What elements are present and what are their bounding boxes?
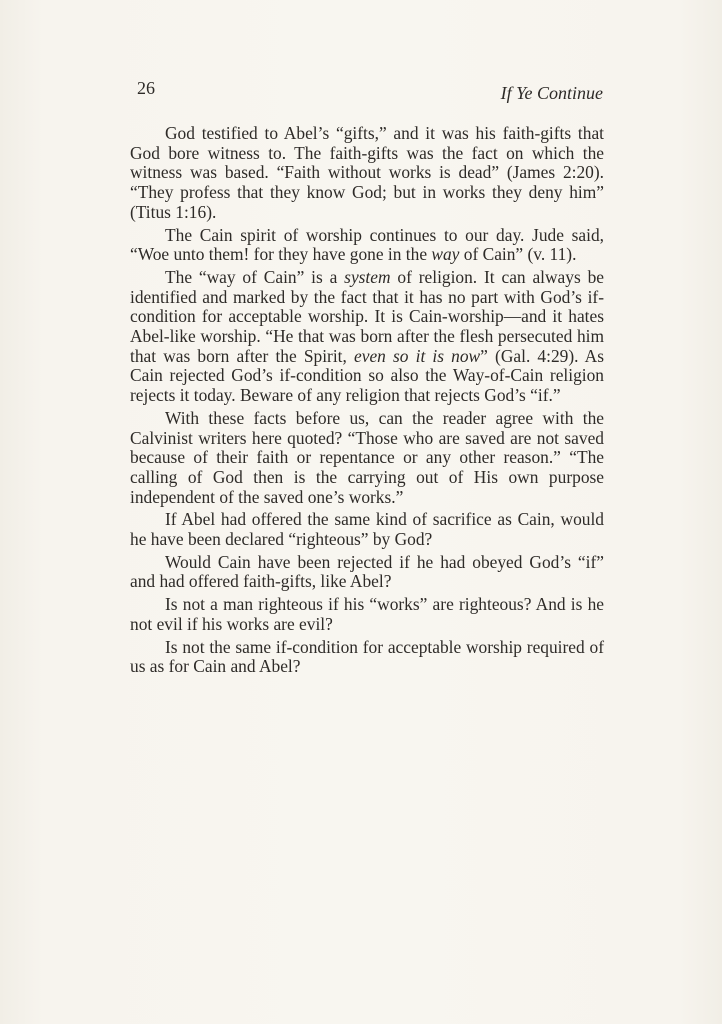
- paragraph: God testified to Abel’s “gifts,” and it was his faith-gifts that God bore witness to. The faith-gifts was the fact on which the witness was based. “Faith without works is dead” (James 2:20). “They profess that they know God; but in works they deny him” (Titus 1:16).: [130, 123, 604, 222]
- paragraph: With these facts before us, can the reader agree with the Calvinist writers here quoted? “Those who are saved are not saved because of their faith or repentance or any other reason.” “The calling of God then is the carrying out of His own purpose independent of the saved one’s works.”: [130, 407, 604, 507]
- paragraph: The Cain spirit of worship continues to our day. Jude said, “Woe unto them! for they have gone in the way of Cain” (v. 11).: [130, 224, 604, 265]
- paragraph: If Abel had offered the same kind of sacrifice as Cain, would he have been declared “righteous” by God?: [130, 509, 604, 550]
- paragraph: The “way of Cain” is a system of religion. It can always be identified and marked by the fact that it has no part with God’s if-condition for acceptable worship. It is Cain-worship—and it hates Abel-like worship. “He that was born after the flesh persecuted him that was born after the Spirit, even so it is now” (Gal. 4:29). As Cain rejected God’s if-condition so also the Way-of-Cain religion rejects it today. Beware of any religion that rejects God’s “if.”: [130, 266, 605, 406]
- paragraph: Is not a man righteous if his “works” are righteous? And is he not evil if his works are evil?: [130, 594, 604, 634]
- running-title: If Ye Continue: [500, 83, 603, 103]
- page-number: 26: [137, 78, 155, 98]
- body-text: [130, 124, 604, 680]
- paragraph: Would Cain have been rejected if he had obeyed God’s “if” and had offered faith-gifts, like Abel?: [130, 551, 604, 592]
- paragraph: Is not the same if-condition for acceptable worship required of us as for Cain and Abel?: [130, 636, 604, 677]
- page-header: [137, 78, 603, 104]
